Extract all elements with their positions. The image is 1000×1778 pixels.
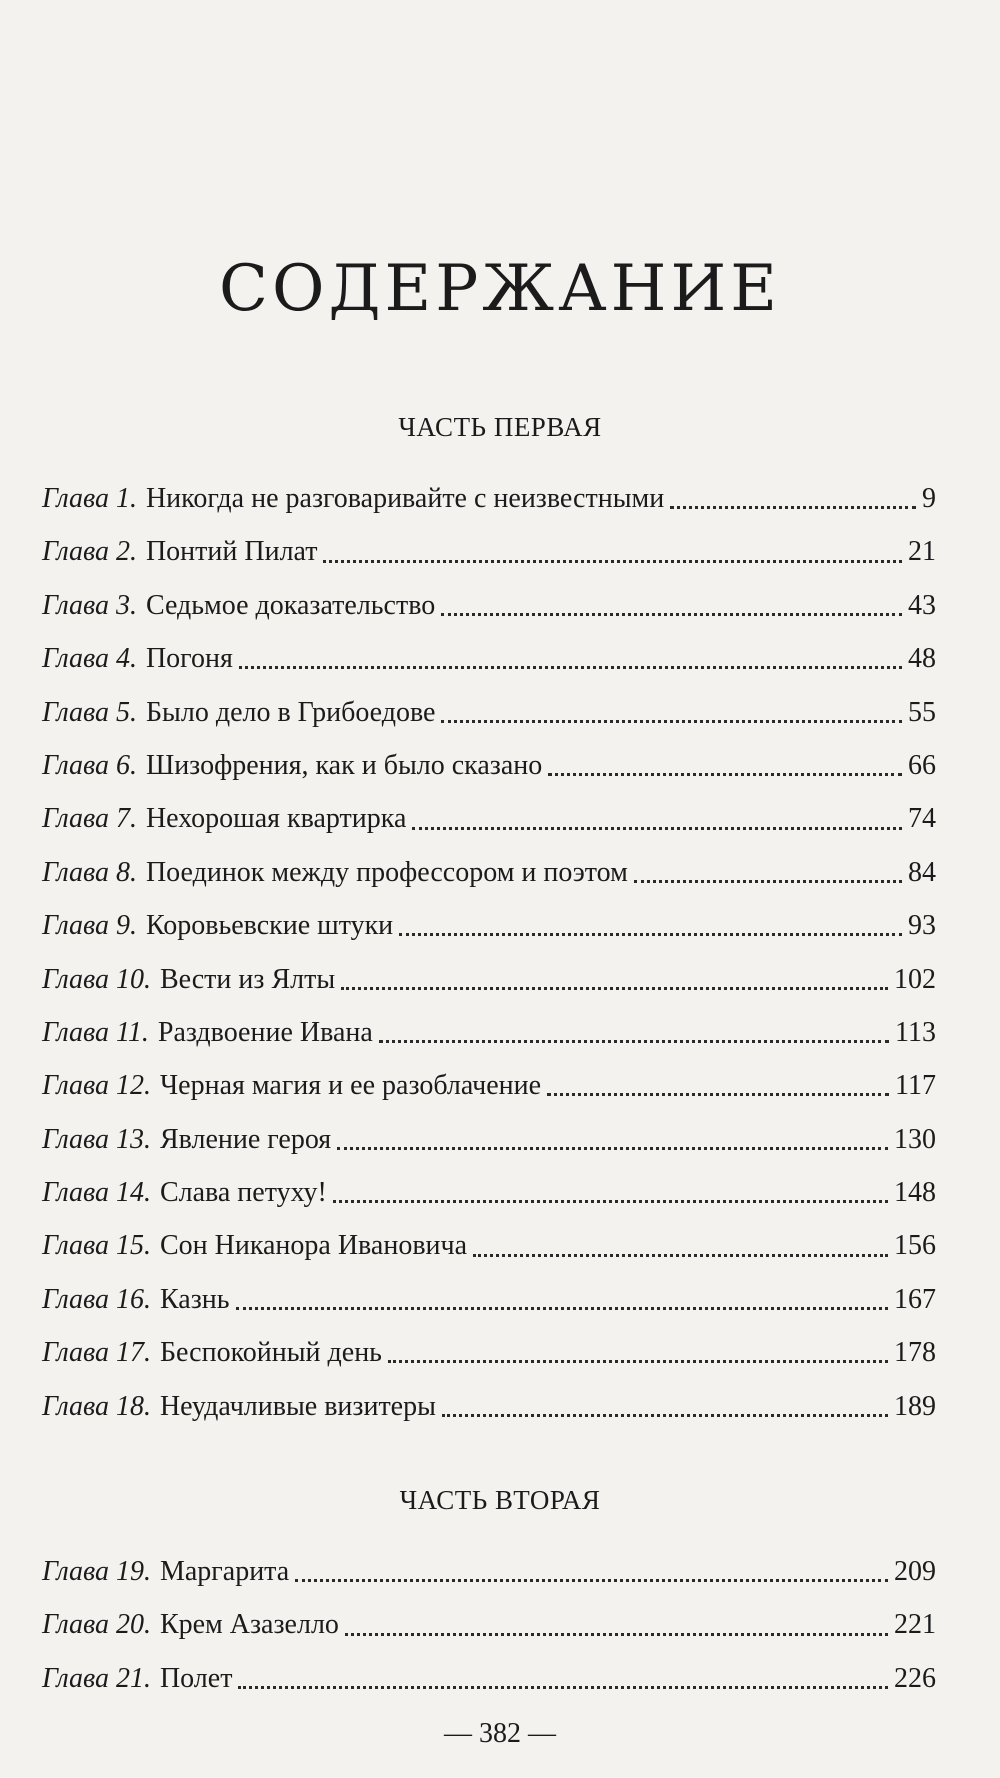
toc-entry [42, 525, 936, 578]
chapter-number: Глава 19. [42, 1556, 151, 1587]
chapter-title: Погоня [145, 643, 233, 675]
dot-leader [238, 1686, 888, 1689]
page-ref: 48 [908, 643, 936, 675]
chapter-number: Глава 15. [42, 1230, 151, 1262]
page-title: СОДЕРЖАНИЕ [219, 252, 781, 326]
page-ref: 156 [894, 1230, 936, 1262]
toc-entry [42, 739, 936, 792]
dot-leader [441, 720, 902, 723]
dot-leader [341, 987, 888, 990]
part-heading-second: ЧАСТЬ ВТОРАЯ [399, 1485, 601, 1515]
dot-leader [473, 1254, 888, 1257]
chapter-number: Глава 10. [42, 963, 151, 995]
chapter-title: Нехорошая квартирка [145, 803, 407, 835]
toc-entry [42, 899, 936, 952]
page-number: — 382 — [444, 1718, 556, 1749]
page-ref: 113 [895, 1016, 936, 1048]
chapter-number: Глава 16. [42, 1283, 151, 1315]
chapter-title: Полет [159, 1662, 233, 1694]
dot-leader [412, 827, 902, 830]
chapter-number: Глава 9. [42, 910, 137, 942]
chapter-number: Глава 1. [42, 483, 137, 514]
page-ref: 221 [894, 1609, 936, 1641]
toc-list-part-two [42, 1545, 936, 1705]
chapter-number: Глава 7. [42, 803, 137, 835]
toc-entry [42, 1380, 936, 1433]
page-ref: 43 [908, 589, 936, 621]
dot-leader [333, 1200, 888, 1203]
chapter-number: Глава 2. [42, 536, 137, 568]
toc-entry [42, 953, 936, 1006]
dot-leader [547, 1093, 889, 1096]
toc-list-part-one [42, 472, 936, 1433]
chapter-number: Глава 21. [42, 1662, 151, 1694]
chapter-title: Явление героя [159, 1123, 332, 1155]
toc-entry [42, 579, 936, 632]
chapter-number: Глава 14. [42, 1177, 151, 1209]
chapter-title: Неудачливые визитеры [159, 1390, 436, 1422]
page-ref: 74 [908, 803, 936, 835]
dot-leader [239, 666, 902, 669]
chapter-title: Никогда не разговаривайте с неизвестными [145, 483, 665, 514]
chapter-title: Поединок между профессором и поэтом [145, 856, 628, 888]
toc-entry [42, 1273, 936, 1326]
part-heading-first: ЧАСТЬ ПЕРВАЯ [398, 412, 602, 442]
page-ref: 93 [908, 910, 936, 942]
dot-leader [379, 1040, 889, 1043]
dot-leader [442, 1414, 888, 1417]
dot-leader [295, 1579, 888, 1582]
chapter-title: Шизофрения, как и было сказано [145, 749, 543, 781]
chapter-title: Понтий Пилат [145, 536, 318, 568]
dot-leader [441, 613, 902, 616]
toc-entry [42, 792, 936, 845]
chapter-number: Глава 18. [42, 1390, 151, 1422]
toc-entry [42, 1326, 936, 1379]
page-ref: 102 [894, 963, 936, 995]
dot-leader [670, 506, 916, 509]
page-ref: 55 [908, 696, 936, 728]
toc-entry [42, 1545, 936, 1598]
chapter-number: Глава 20. [42, 1609, 151, 1641]
toc-entry [42, 846, 936, 899]
chapter-title: Черная магия и ее разоблачение [159, 1070, 542, 1102]
chapter-title: Вести из Ялты [159, 963, 336, 995]
chapter-number: Глава 6. [42, 749, 137, 781]
chapter-title: Маргарита [159, 1556, 290, 1587]
dot-leader [337, 1147, 888, 1150]
page-ref: 117 [895, 1070, 936, 1102]
chapter-title: Коровьевские штуки [145, 910, 394, 942]
page-ref: 178 [894, 1337, 936, 1369]
chapter-title: Седьмое доказательство [145, 589, 436, 621]
dot-leader [634, 880, 902, 883]
chapter-title: Раздвоение Ивана [157, 1016, 373, 1048]
chapter-number: Глава 4. [42, 643, 137, 675]
toc-entry [42, 1652, 936, 1705]
page-ref: 226 [894, 1662, 936, 1694]
chapter-title: Казнь [159, 1283, 230, 1315]
toc-entry [42, 1598, 936, 1651]
toc-entry [42, 686, 936, 739]
chapter-title: Сон Никанора Ивановича [159, 1230, 468, 1262]
chapter-number: Глава 17. [42, 1337, 151, 1369]
chapter-number: Глава 5. [42, 696, 137, 728]
chapter-title: Было дело в Грибоедове [145, 696, 436, 728]
toc-entry [42, 1166, 936, 1219]
chapter-number: Глава 13. [42, 1123, 151, 1155]
dot-leader [548, 773, 902, 776]
dot-leader [345, 1633, 888, 1636]
chapter-number: Глава 3. [42, 589, 137, 621]
toc-entry [42, 472, 936, 525]
page-ref: 148 [894, 1177, 936, 1209]
chapter-number: Глава 12. [42, 1070, 151, 1102]
toc-entry [42, 1006, 936, 1059]
dot-leader [323, 560, 902, 563]
toc-entry [42, 1059, 936, 1112]
page-ref: 167 [894, 1283, 936, 1315]
page-ref: 209 [894, 1556, 936, 1587]
dot-leader [236, 1307, 888, 1310]
page-ref: 84 [908, 856, 936, 888]
toc-entry [42, 1113, 936, 1166]
chapter-title: Крем Азазелло [159, 1609, 339, 1641]
toc-entry [42, 1219, 936, 1272]
page-ref: 9 [922, 483, 936, 514]
chapter-title: Беспокойный день [159, 1337, 382, 1369]
page-ref: 66 [908, 749, 936, 781]
chapter-number: Глава 11. [42, 1016, 149, 1048]
dot-leader [399, 933, 902, 936]
chapter-title: Слава петуху! [159, 1177, 327, 1209]
toc-entry [42, 632, 936, 685]
chapter-number: Глава 8. [42, 856, 137, 888]
page-ref: 189 [894, 1390, 936, 1422]
dot-leader [388, 1360, 888, 1363]
page-ref: 130 [894, 1123, 936, 1155]
page-ref: 21 [908, 536, 936, 568]
